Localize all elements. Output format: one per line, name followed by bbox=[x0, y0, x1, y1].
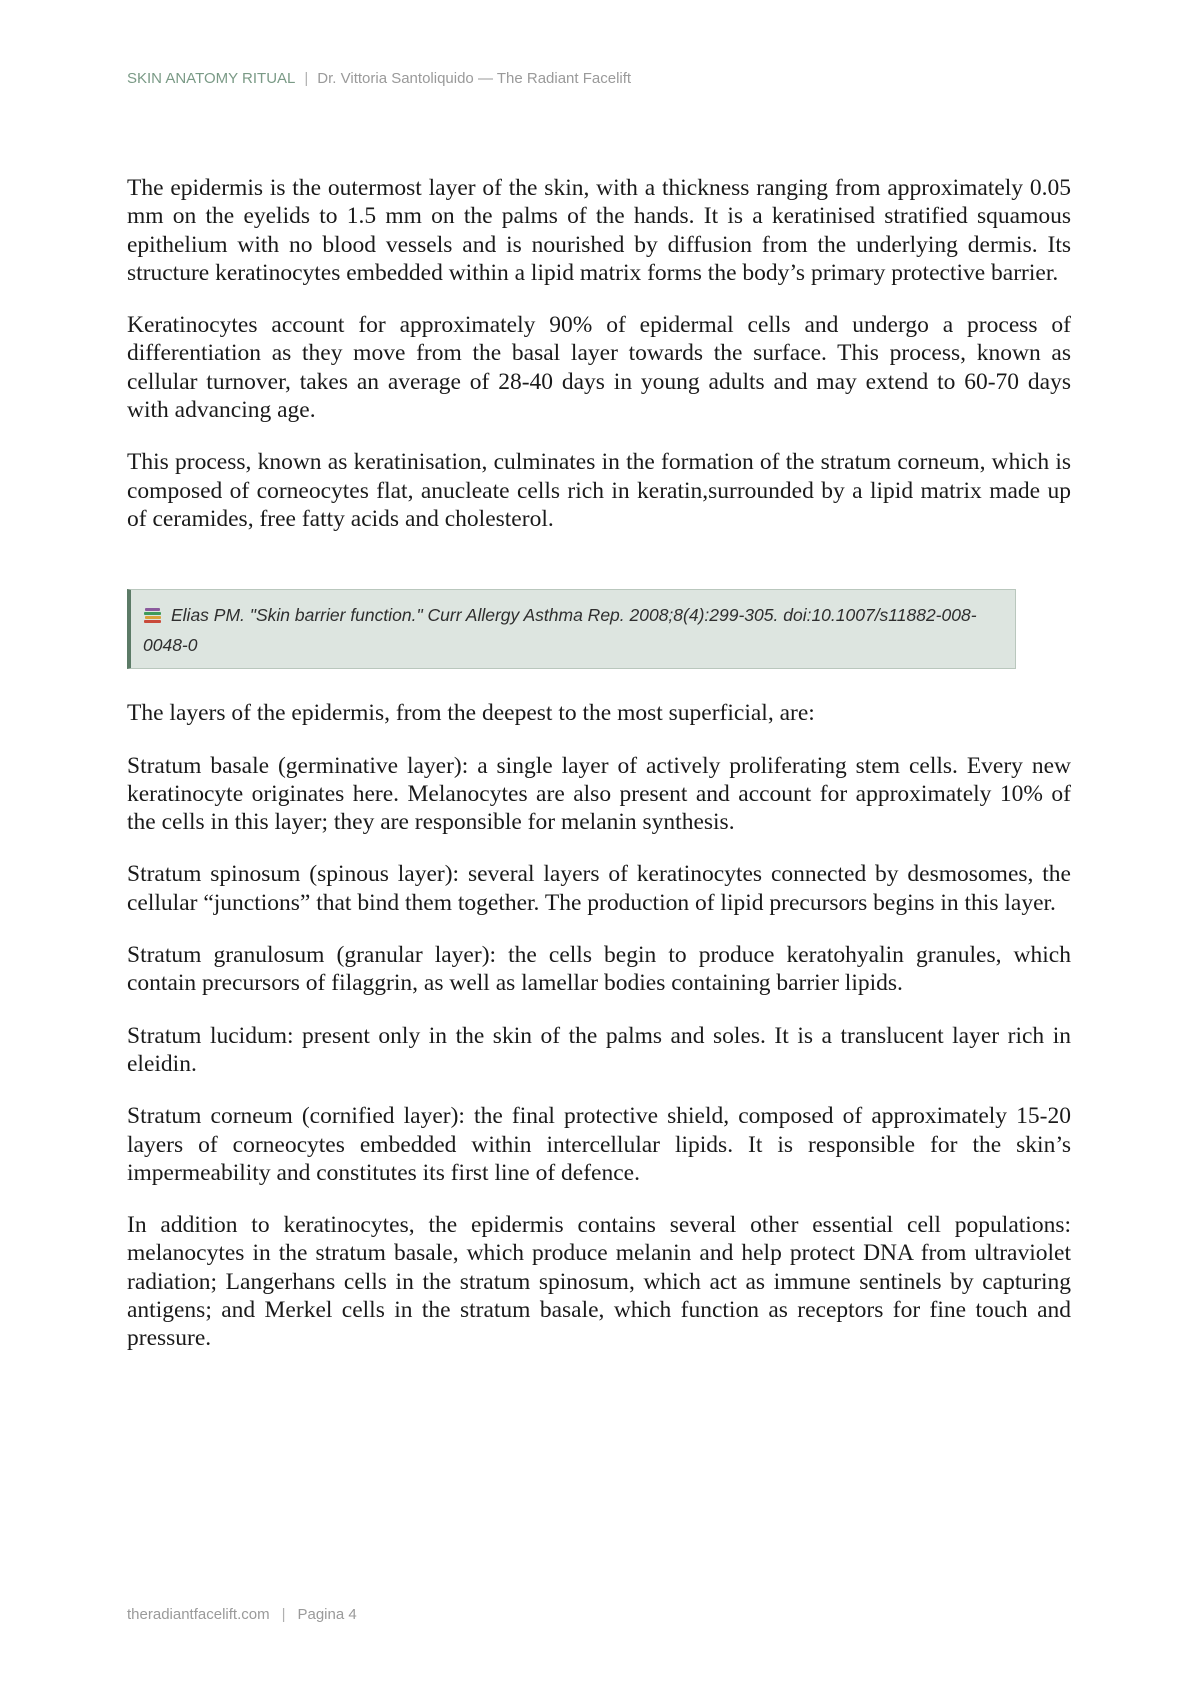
footer-page-number: Pagina 4 bbox=[297, 1606, 357, 1623]
page-footer bbox=[127, 1606, 357, 1623]
footer-website: theradiantfacelift.com bbox=[127, 1606, 270, 1623]
paragraph: Stratum granulosum (granular layer): the cells begin to produce keratohyalin granules, which contain precursors of filaggrin, as well as lamellar bodies containing barrier lipids. bbox=[127, 942, 1071, 997]
header-separator: | bbox=[304, 70, 309, 87]
paragraph: The epidermis is the outermost layer of the skin, with a thickness ranging from approximately 0.05 mm on the eyelids to 1.5 mm on the palms of the hands. It is a keratinised stratified squamous epithelium with no blood vessels and is nourished by diffusion from the underlying dermis. Its structure keratinocytes embedded within a lipid matrix forms the body’s primary protective barrier. bbox=[127, 175, 1071, 286]
main-content bbox=[127, 174, 1071, 1377]
paragraph: Keratinocytes account for approximately 90% of epidermal cells and undergo a process of differentiation as they move from the basal layer towards the surface. This process, known as cellular turnover, takes an average of 28-40 days in young adults and may extend to 60-70 days with advancing age. bbox=[127, 312, 1071, 424]
paragraph: This process, known as keratinisation, culminates in the formation of the stratum corneum, which is composed of corneocytes flat, anucleate cells rich in keratin,surrounded by a lipid matrix made up of ceramides, free fatty acids and cholesterol. bbox=[127, 449, 1071, 532]
footer-separator: | bbox=[281, 1606, 286, 1623]
books-icon bbox=[143, 603, 163, 621]
paragraph: In addition to keratinocytes, the epidermis contains several other essential cell populations: melanocytes in the stratum basale, which produce melanin and help protect DNA from ultraviolet radiation; Langerhans cells in the stratum spinosum, which act as immune sentinels by capturing antigens; and Merkel cells in the stratum basale, which function as receptors for fine touch and pressure. bbox=[127, 1212, 1071, 1352]
paragraph: The layers of the epidermis, from the deepest to the most superficial, are: bbox=[127, 700, 815, 727]
citation-box bbox=[127, 589, 1016, 669]
citation-text: Elias PM. "Skin barrier function." Curr Allergy Asthma Rep. 2008;8(4):299-305. doi:10.1007/s11882-008-0048-0 bbox=[143, 605, 977, 656]
paragraph: Stratum spinosum (spinous layer): several layers of keratinocytes connected by desmosomes, the cellular “junctions” that bind them together. The production of lipid precursors begins in this layer. bbox=[127, 861, 1071, 916]
paragraph: Stratum corneum (cornified layer): the final protective shield, composed of approximately 15-20 layers of corneocytes embedded within intercellular lipids. It is responsible for the skin’s impermeability and constitutes its first line of defence. bbox=[127, 1103, 1071, 1186]
page-header bbox=[127, 70, 631, 87]
header-subtitle: Dr. Vittoria Santoliquido — The Radiant Facelift bbox=[317, 70, 632, 87]
paragraph: Stratum lucidum: present only in the skin of the palms and soles. It is a translucent layer rich in eleidin. bbox=[127, 1022, 1071, 1077]
header-brand: SKIN ANATOMY RITUAL bbox=[127, 70, 296, 87]
paragraph: Stratum basale (germinative layer): a single layer of actively proliferating stem cells. Every new keratinocyte originates here. Melanocytes are also present and account for approximately 10% of the cells in this layer; they are responsible for melanin synthesis. bbox=[127, 752, 1071, 836]
